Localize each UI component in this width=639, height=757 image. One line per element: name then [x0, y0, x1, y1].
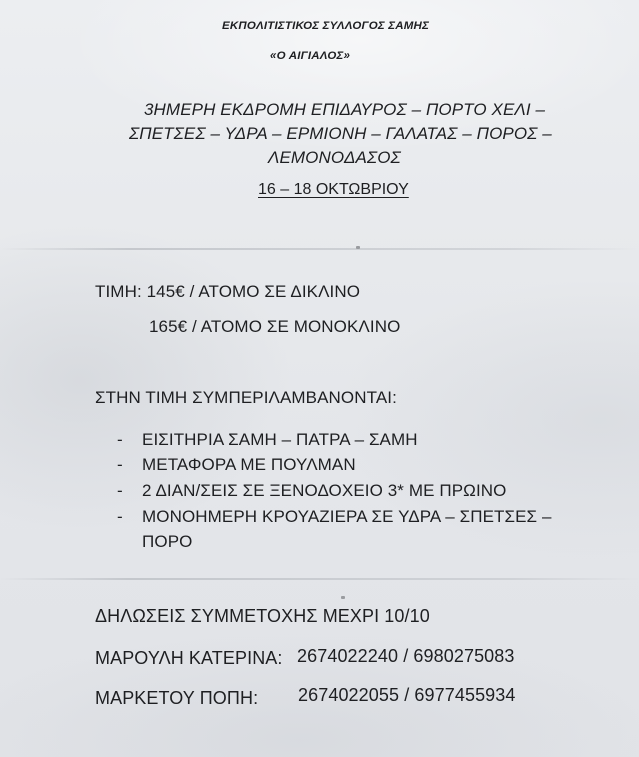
included-item-continuation: ΠΟΡΟ	[142, 532, 193, 551]
trip-title-line1: 3ΗΜΕΡΗ ΕΚΔΡΟΜΗ ΕΠΙΔΑΥΡΟΣ – ΠΟΡΤΟ ΧΕΛΙ –	[144, 100, 546, 119]
paper-fold	[0, 248, 639, 250]
included-item: 2 ΔΙΑΝ/ΣΕΙΣ ΣΕ ΞΕΝΟΔΟΧΕΙΟ 3* ΜΕ ΠΡΩΙΝΟ	[142, 481, 507, 500]
included-item: ΜΟΝΟΗΜΕΡΗ ΚΡΟΥΑΖΙΕΡΑ ΣΕ ΥΔΡΑ – ΣΠΕΤΣΕΣ –	[142, 507, 552, 526]
price-double: ΤΙΜΗ: 145€ / ΑΤΟΜΟ ΣΕ ΔΙΚΛΙΝΟ	[95, 282, 361, 301]
paper-fold	[0, 578, 639, 580]
included-heading: ΣΤΗΝ ΤΙΜΗ ΣΥΜΠΕΡΙΛΑΜΒΑΝΟΝΤΑΙ:	[95, 388, 397, 407]
trip-title-line3: ΛΕΜΟΝΟΔΑΣΟΣ	[268, 148, 401, 167]
paper-speck	[356, 246, 360, 249]
registration-deadline: ΔΗΛΩΣΕΙΣ ΣΥΜΜΕΤΟΧΗΣ ΜΕΧΡΙ 10/10	[95, 606, 430, 626]
list-bullet: -	[117, 507, 123, 526]
contact1-phones: 2674022240 / 6980275083	[297, 646, 515, 666]
list-bullet: -	[117, 430, 123, 449]
contact2-name: ΜΑΡΚΕΤΟΥ ΠΟΠΗ:	[95, 688, 259, 708]
trip-dates: 16 – 18 ΟΚΤΩΒΡΙΟΥ	[258, 181, 409, 198]
paper-speck	[341, 596, 345, 599]
contact1-name: ΜΑΡΟΥΛΗ ΚΑΤΕΡΙΝΑ:	[95, 648, 283, 668]
list-bullet: -	[117, 481, 123, 500]
included-item: ΕΙΣΙΤΗΡΙΑ ΣΑΜΗ – ΠΑΤΡΑ – ΣΑΜΗ	[142, 430, 418, 449]
included-item: ΜΕΤΑΦΟΡΑ ΜΕ ΠΟΥΛΜΑΝ	[142, 455, 356, 474]
contact2-phones: 2674022055 / 6977455934	[298, 685, 516, 705]
org-subtitle: «Ο ΑΙΓΙΑΛΟΣ»	[270, 50, 351, 62]
price-single: 165€ / ΑΤΟΜΟ ΣΕ ΜΟΝΟΚΛΙΝΟ	[149, 317, 401, 336]
org-name: ΕΚΠΟΛΙΤΙΣΤΙΚΟΣ ΣΥΛΛΟΓΟΣ ΣΑΜΗΣ	[222, 20, 430, 32]
list-bullet: -	[117, 455, 123, 474]
trip-title-line2: ΣΠΕΤΣΕΣ – ΥΔΡΑ – ΕΡΜΙΟΝΗ – ΓΑΛΑΤΑΣ – ΠΟΡΟΣ –	[129, 124, 552, 143]
